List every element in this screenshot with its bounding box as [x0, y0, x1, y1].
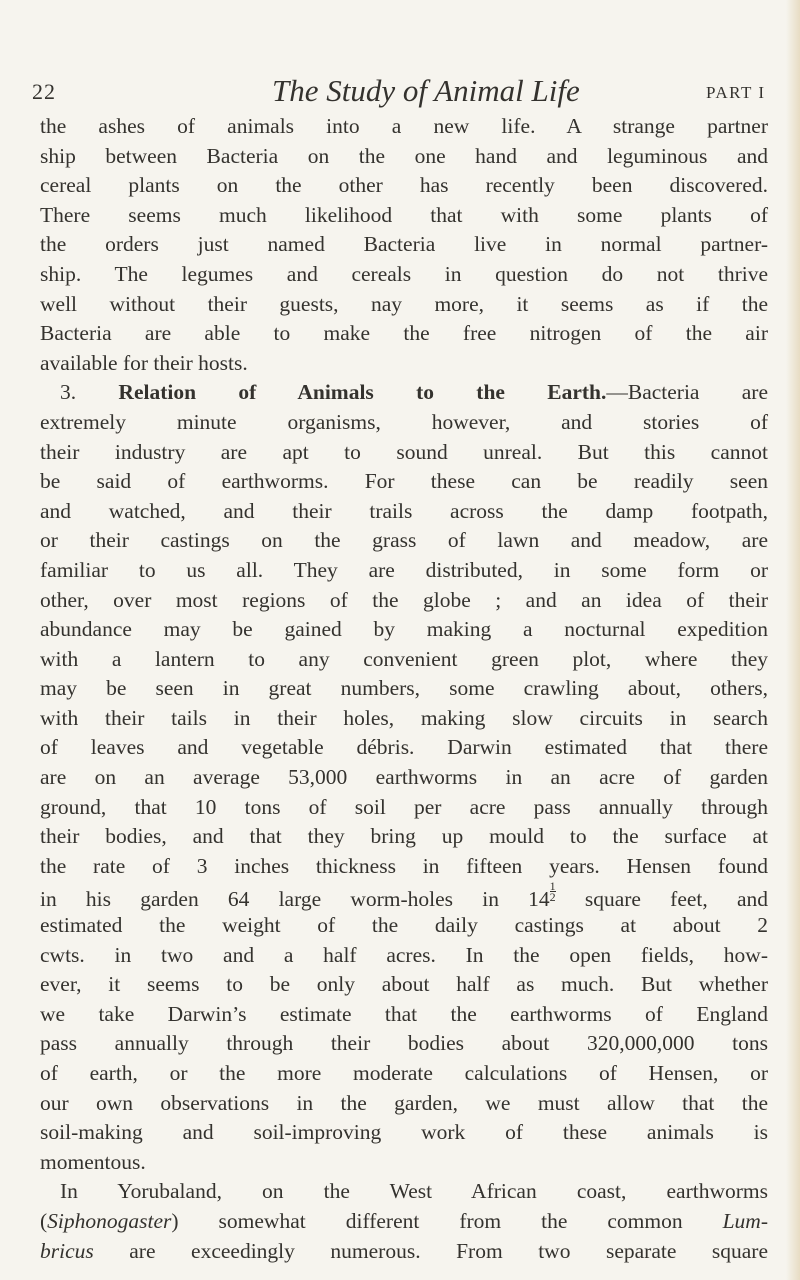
text-line: pass annually through their bodies about 320,000,000 tons: [40, 1031, 768, 1056]
running-header: [32, 73, 772, 113]
species-middle-text: ) somewhat different from the common: [171, 1208, 723, 1233]
text-line: There seems much likelihood that with some plants of: [40, 202, 768, 227]
running-title: The Study of Animal Life: [272, 73, 580, 108]
section-heading-line: [40, 378, 768, 408]
species-rest-text: are exceedingly numerous. From two separate square: [93, 1238, 768, 1263]
text-line: other, over most regions of the globe ; and an idea of their: [40, 587, 768, 612]
text-line: be said of earthworms. For these can be readily seen: [40, 469, 768, 494]
page-edge: [786, 0, 800, 1280]
genus-lumbricus-start: Lum-: [722, 1208, 768, 1233]
text-line-with-fraction: [40, 881, 768, 911]
text-line: their industry are apt to sound unreal. But this cannot: [40, 439, 768, 464]
text-line: with a lantern to any convenient green plot, where they: [40, 646, 768, 671]
fraction-denominator: 2: [549, 890, 556, 905]
genus-lumbricus-end: bricus: [40, 1238, 94, 1263]
fraction-numerator: 1: [549, 879, 556, 894]
text-line-species: [40, 1237, 768, 1267]
text-line: ship between Bacteria on the one hand and leguminous and: [40, 143, 768, 168]
text-line: the ashes of animals into a new life. A strange partner: [40, 114, 768, 138]
text-line: In Yorubaland, on the West African coast, earthworms: [60, 1179, 768, 1204]
part-label: PART I: [706, 83, 766, 102]
section-lead-in: —Bacteria are: [606, 380, 769, 405]
section-heading: Relation of Animals to the Earth.: [118, 380, 607, 405]
text-line: cereal plants on the other has recently been discovered.: [40, 173, 768, 198]
text-line: or their castings on the grass of lawn and meadow, are: [40, 528, 768, 553]
text-line: and watched, and their trails across the damp footpath,: [40, 498, 768, 523]
text-line: Bacteria are able to make the free nitrogen of the air: [40, 321, 768, 346]
text-line: abundance may be gained by making a nocturnal expedition: [40, 617, 768, 642]
text-line: well without their guests, nay more, it seems as if the: [40, 291, 768, 316]
text-line: cwts. in two and a half acres. In the open fields, how-: [40, 942, 768, 967]
section-number: 3.: [60, 380, 77, 405]
paren-open: (: [40, 1208, 48, 1233]
fraction-line-before: in his garden 64 large worm-holes in 14: [40, 887, 550, 912]
text-line: the orders just named Bacteria live in normal partner-: [40, 232, 768, 257]
text-line: with their tails in their holes, making slow circuits in search: [40, 705, 768, 730]
text-line: extremely minute organisms, however, and stories of: [40, 409, 768, 434]
text-line: familiar to us all. They are distributed, in some form or: [40, 557, 768, 582]
text-line: ever, it seems to be only about half as much. But whether: [40, 972, 768, 997]
text-line-species: [40, 1207, 768, 1237]
text-line: estimated the weight of the daily castings at about 2: [40, 913, 768, 938]
text-line: ground, that 10 tons of soil per acre pass annually through: [40, 794, 768, 819]
page-number: 22: [32, 79, 56, 104]
text-line: may be seen in great numbers, some crawling about, others,: [40, 676, 768, 701]
text-line: our own observations in the garden, we must allow that the: [40, 1090, 768, 1115]
text-line: ship. The legumes and cereals in question do not thrive: [40, 261, 768, 286]
text-line: of leaves and vegetable débris. Darwin estimated that there: [40, 735, 768, 760]
text-line: soil-making and soil-improving work of these animals is: [40, 1120, 768, 1145]
text-line: momentous.: [40, 1149, 146, 1174]
text-line: available for their hosts.: [40, 350, 248, 375]
body-text: [40, 112, 768, 1266]
fraction-line-after: square feet, and: [555, 887, 768, 912]
text-line: the rate of 3 inches thickness in fifteen years. Hensen found: [40, 853, 768, 878]
text-line: we take Darwin’s estimate that the earthworms of England: [40, 1001, 768, 1026]
text-line: their bodies, and that they bring up mould to the surface at: [40, 824, 768, 849]
text-line: are on an average 53,000 earthworms in an acre of garden: [40, 765, 768, 790]
text-line: of earth, or the more moderate calculations of Hensen, or: [40, 1061, 768, 1085]
genus-siphonogaster: Siphonogaster: [47, 1208, 172, 1233]
